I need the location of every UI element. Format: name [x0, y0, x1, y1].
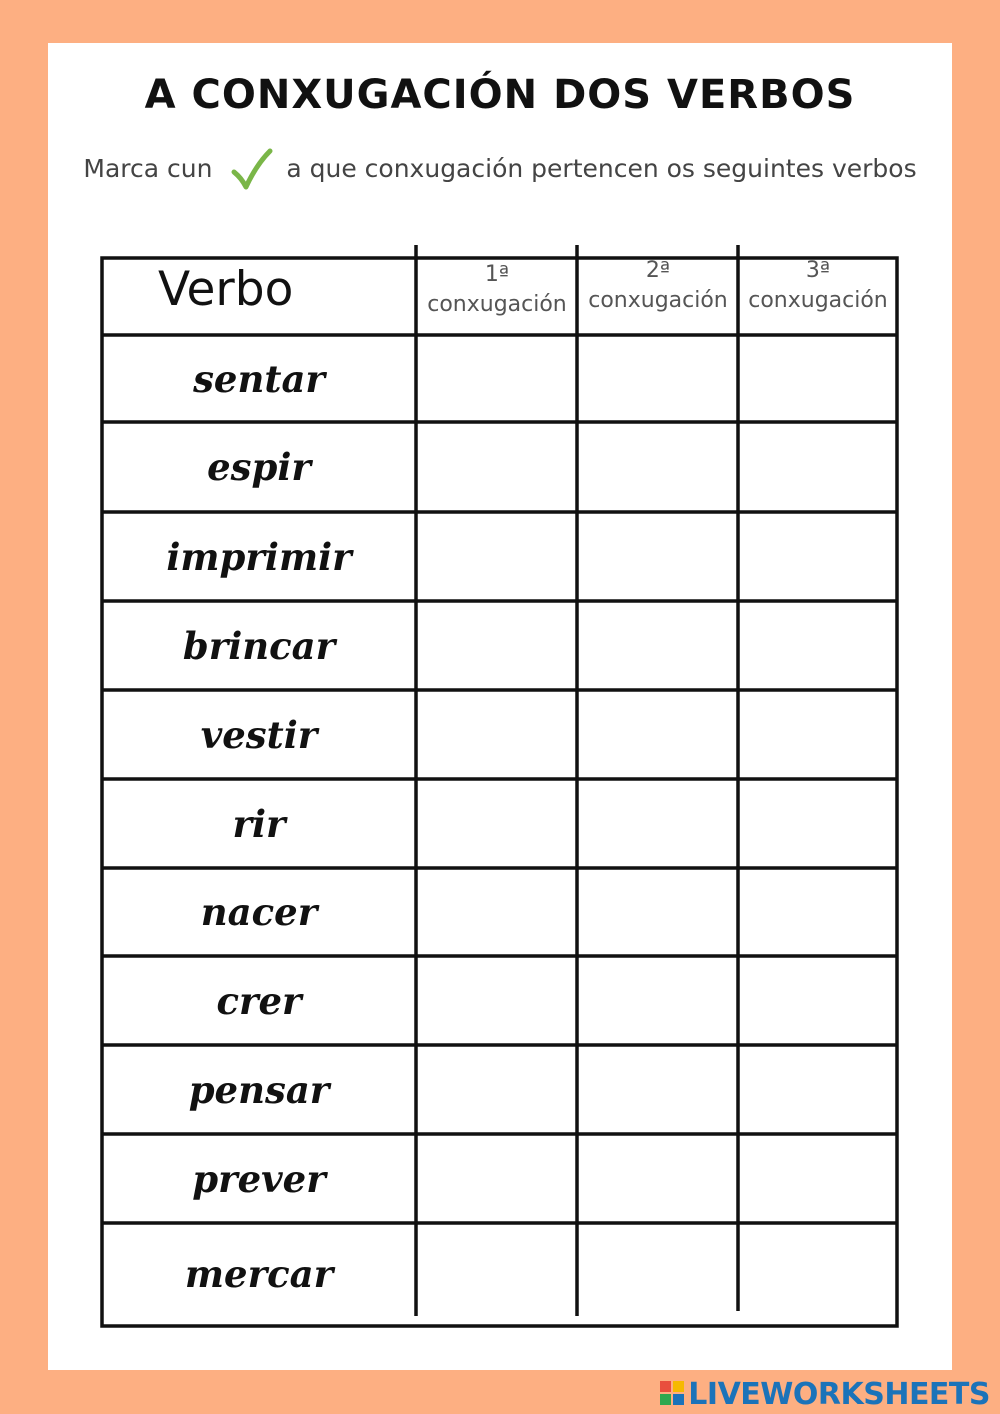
instruction-after: a que conxugación pertencen os seguintes verbos: [286, 154, 917, 183]
answer-cell-conjugation-2[interactable]: [579, 692, 736, 777]
answer-cell-conjugation-3[interactable]: [740, 692, 895, 777]
verb-label: brincar: [182, 623, 336, 668]
column-header-1: [418, 260, 576, 320]
answer-cell-conjugation-2[interactable]: [579, 1225, 736, 1322]
answer-cell-conjugation-3[interactable]: [740, 603, 895, 688]
verb-label: crer: [216, 978, 302, 1023]
footer-brand: [660, 1377, 990, 1412]
answer-cell-conjugation-1[interactable]: [418, 1225, 575, 1322]
answer-cell-conjugation-1[interactable]: [418, 781, 575, 866]
answer-cell-conjugation-3[interactable]: [740, 424, 895, 510]
answer-cell-conjugation-2[interactable]: [579, 603, 736, 688]
answer-cell-conjugation-2[interactable]: [579, 870, 736, 954]
column-header-2: [579, 256, 737, 316]
answer-cell-conjugation-3[interactable]: [740, 1225, 895, 1322]
page-title: A CONXUGACIÓN DOS VERBOS: [144, 72, 856, 118]
instruction-before: Marca cun: [83, 154, 213, 183]
answer-cell-conjugation-1[interactable]: [418, 870, 575, 954]
verb-label: rir: [232, 801, 286, 846]
answer-cell-conjugation-3[interactable]: [740, 781, 895, 866]
answer-cell-conjugation-2[interactable]: [579, 781, 736, 866]
answer-cell-conjugation-1[interactable]: [418, 692, 575, 777]
column-header-3: [740, 256, 896, 316]
column-number: 1ª: [484, 262, 510, 287]
verb-label: pensar: [188, 1067, 330, 1112]
answer-cell-conjugation-1[interactable]: [418, 337, 575, 420]
checkmark-icon: [230, 148, 274, 192]
answer-cell-conjugation-1[interactable]: [418, 1047, 575, 1132]
answer-cell-conjugation-1[interactable]: [418, 958, 575, 1043]
verb-label: mercar: [184, 1251, 334, 1296]
verb-label: espir: [207, 445, 311, 489]
verb-label: vestir: [200, 712, 318, 757]
answer-cell-conjugation-3[interactable]: [740, 1136, 895, 1221]
column-label: conxugación: [588, 288, 728, 313]
answer-cell-conjugation-2[interactable]: [579, 1047, 736, 1132]
instruction-text: [0, 148, 1000, 192]
brand-name: LIVEWORKSHEETS: [688, 1377, 990, 1412]
liveworksheets-logo-icon: [660, 1381, 684, 1409]
column-label: conxugación: [427, 292, 567, 317]
answer-cell-conjugation-3[interactable]: [740, 870, 895, 954]
verb-label: prever: [192, 1156, 326, 1201]
answer-cell-conjugation-2[interactable]: [579, 514, 736, 599]
answer-cell-conjugation-3[interactable]: [740, 958, 895, 1043]
answer-cell-conjugation-2[interactable]: [579, 1136, 736, 1221]
answer-cell-conjugation-2[interactable]: [579, 337, 736, 420]
verb-column-header: Verbo: [158, 262, 294, 317]
answer-cell-conjugation-2[interactable]: [579, 958, 736, 1043]
answer-cell-conjugation-3[interactable]: [740, 1047, 895, 1132]
column-number: 2ª: [645, 258, 671, 283]
answer-cell-conjugation-1[interactable]: [418, 424, 575, 510]
answer-cell-conjugation-1[interactable]: [418, 514, 575, 599]
answer-cell-conjugation-1[interactable]: [418, 603, 575, 688]
column-number: 3ª: [805, 258, 831, 283]
answer-cell-conjugation-1[interactable]: [418, 1136, 575, 1221]
verb-label: imprimir: [166, 534, 352, 579]
column-label: conxugación: [748, 288, 888, 313]
answer-cell-conjugation-2[interactable]: [579, 424, 736, 510]
verb-label: sentar: [193, 356, 325, 401]
verb-label: nacer: [200, 890, 318, 934]
answer-cell-conjugation-3[interactable]: [740, 337, 895, 420]
answer-cell-conjugation-3[interactable]: [740, 514, 895, 599]
